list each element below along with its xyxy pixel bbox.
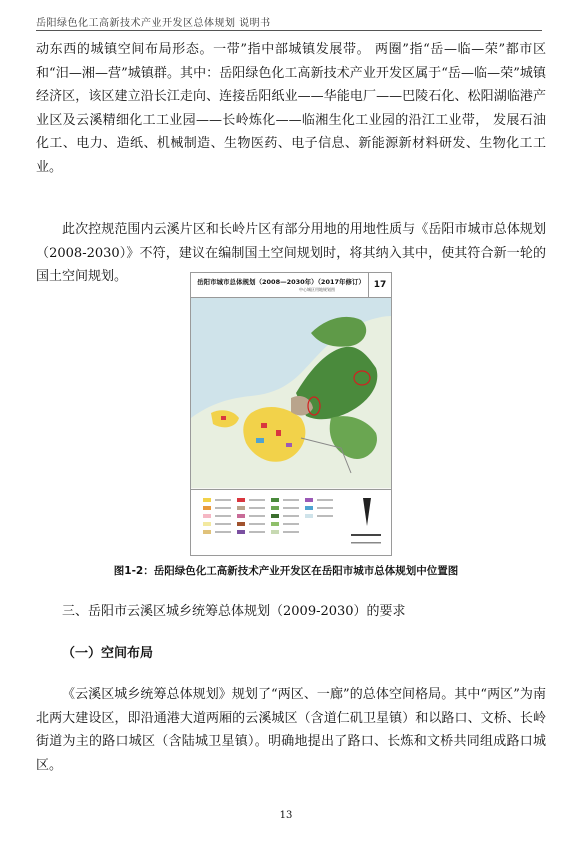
figure-city-master-plan-map — [190, 272, 392, 556]
legend-swatches — [191, 490, 391, 556]
section-heading: 三、岳阳市云溪区城乡统筹总体规划（2009-2030）的要求 — [62, 604, 406, 619]
map-title: 岳阳市城市总体规划（2008—2030年）（2017年修订） — [197, 278, 366, 286]
subsection-heading: （一）空间布局 — [62, 646, 154, 661]
north-arrow-icon — [363, 498, 371, 526]
page-header: 岳阳绿色化工高新技术产业开发区总体规划 说明书 — [36, 18, 271, 29]
page-number: 13 — [279, 810, 293, 821]
map-number: 17 — [368, 273, 391, 297]
paragraph-zoning-note: 此次控规范围内云溪片区和长岭片区有部分用地的用地性质与《岳阳市城市总体规划（2008-2030）》不符，建议在编制国土空间规划时，将其纳入其中，使其符合新一轮的国土空间规划。 — [36, 222, 546, 284]
paragraph-spatial-layout: 《云溪区城乡统筹总体规划》规划了“两区、一廊”的总体空间格局。其中“两区”为南北两大建设区，即沿通港大道两厢的云溪城区（含道仁矶卫星镇）和以路口、文桥、长岭街道为主的路口城区（含陆城卫星镇）。明确地提出了路口、长炼和文桥共同组成路口城区。 — [36, 687, 546, 773]
map-title-bar — [191, 273, 391, 298]
header-divider — [36, 30, 542, 31]
map-legend — [191, 489, 391, 556]
land-use-map — [191, 298, 391, 488]
figure-caption: 图1-2：岳阳绿色化工高新技术产业开发区在岳阳市城市总体规划中位置图 — [113, 565, 459, 577]
map-subtitle: 中心城区用地规划图 — [299, 287, 335, 292]
paragraph-urban-layout: 动东西的城镇空间布局形态。一带”指中部城镇发展带。 两圈”指“岳—临—荣”都市区和“汨—湘—营”城镇群。其中：岳阳绿色化工高新技术产业开发区属于“岳—临—荣”城镇经济区，该区建立沿长江走向、连接岳阳纸业——华能电厂——巴陵石化、松阳湖临港产业区及云溪精细化工工业园——长岭炼化——临湘生化工业园的沿江工业带， 发展石油化工、电力、造纸、机械制造、生物医药、电子信息、新能源新材料研发、生物化工工业。 — [36, 42, 546, 175]
